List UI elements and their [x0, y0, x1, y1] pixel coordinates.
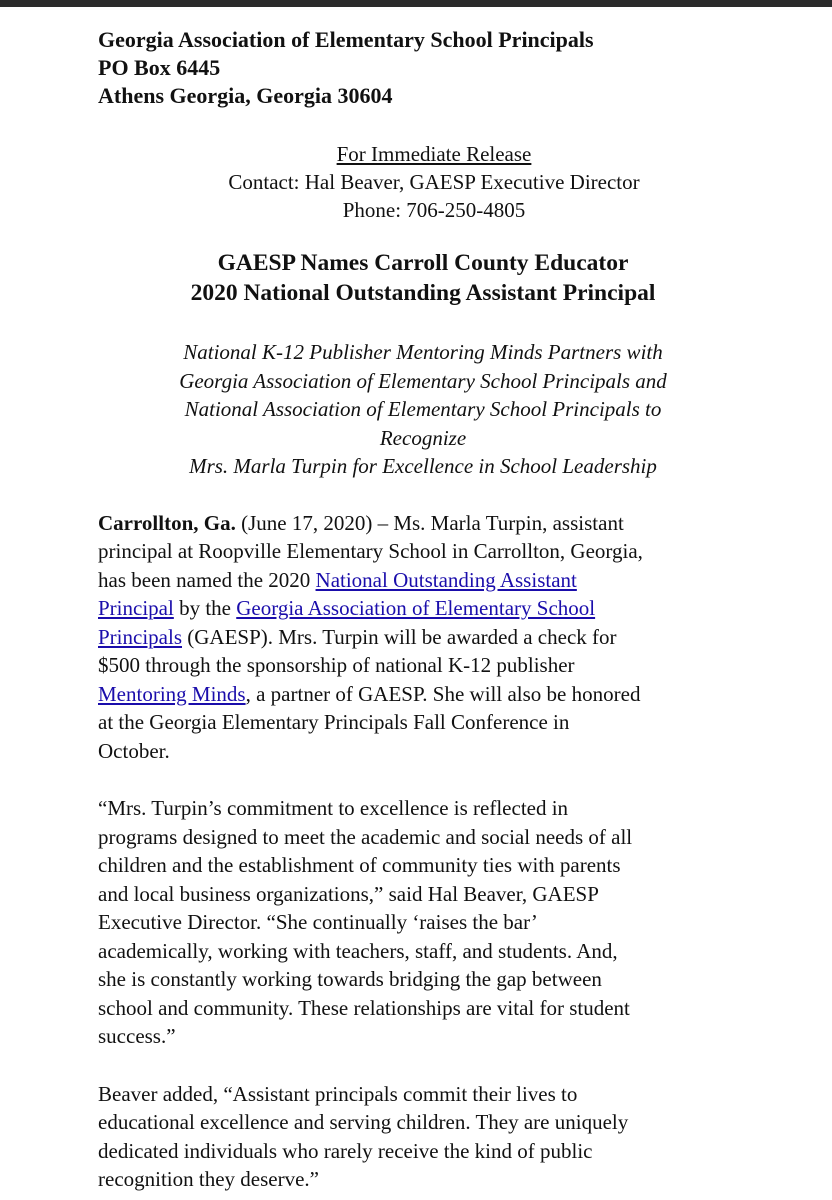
body-paragraph-3	[98, 1080, 748, 1194]
p2-line-3: children and the establishment of community ties with parents	[98, 853, 621, 877]
subheadline	[98, 338, 748, 481]
p3-line-4: recognition they deserve.”	[98, 1167, 319, 1191]
headline-line-2: 2020 National Outstanding Assistant Principal	[190, 280, 656, 306]
p2-line-6: academically, working with teachers, staff, and students. And,	[98, 938, 618, 963]
p2-line-1: “Mrs. Turpin’s commitment to excellence is reflected in	[98, 796, 569, 820]
p2-line-5: Executive Director. “She continually ‘raises the bar’	[98, 910, 538, 934]
gaesp-link[interactable]: Georgia Association of Elementary School	[236, 596, 596, 620]
headline-line-1: GAESP Names Carroll County Educator	[217, 250, 629, 276]
letterhead	[98, 26, 748, 110]
subhead-line-4: Recognize	[379, 425, 467, 450]
award-link[interactable]: National Outstanding Assistant	[315, 567, 577, 592]
p3-line-1: Beaver added, “Assistant principals commit their lives to	[98, 1081, 578, 1106]
p1-line-8: at the Georgia Elementary Principals Fall Conference in	[98, 710, 570, 734]
p1-line-7: , a partner of GAESP. She will also be honored	[245, 681, 641, 706]
p1-line-5: (GAESP). Mrs. Turpin will be awarded a check for	[182, 624, 617, 649]
release-info	[98, 140, 748, 224]
subhead-line-5: Mrs. Marla Turpin for Excellence in School Leadership	[189, 454, 657, 478]
contact-line: Contact: Hal Beaver, GAESP Executive Director	[228, 170, 640, 194]
subhead-line-1: National K-12 Publisher Mentoring Minds Partners with	[183, 340, 663, 364]
p3-line-2: educational excellence and serving children. They are uniquely	[98, 1110, 629, 1134]
po-box: PO Box 6445	[98, 55, 221, 80]
award-link-cont[interactable]: Principal	[98, 596, 174, 620]
subhead-line-2: Georgia Association of Elementary School Principals and	[179, 368, 667, 393]
body-paragraph-2	[98, 794, 748, 1051]
release-title: For Immediate Release	[336, 142, 532, 166]
press-release-page	[98, 26, 748, 1194]
mentoring-minds-link[interactable]: Mentoring Minds	[98, 681, 246, 706]
p2-line-4: and local business organizations,” said Hal Beaver, GAESP	[98, 881, 599, 906]
p1-line-4: by the	[173, 596, 237, 620]
gaesp-link-cont[interactable]: Principals	[98, 624, 182, 649]
p2-line-8: school and community. These relationships are vital for student	[98, 995, 630, 1020]
dateline: Carrollton, Ga.	[98, 510, 236, 535]
subhead-line-3: National Association of Elementary School Principals to	[184, 397, 662, 421]
p2-line-7: she is constantly working towards bridging the gap between	[98, 967, 602, 991]
city-line: Athens Georgia, Georgia 30604	[98, 83, 393, 108]
body-paragraph-1	[98, 509, 748, 766]
p2-line-9: success.”	[98, 1024, 176, 1048]
headline	[98, 248, 748, 308]
p1-line-2: principal at Roopville Elementary School in Carrollton, Georgia,	[98, 539, 643, 563]
p1-line-3: has been named the 2020	[98, 567, 316, 592]
p3-line-3: dedicated individuals who rarely receive the kind of public	[98, 1138, 593, 1163]
p1-line-9: October.	[98, 738, 170, 763]
top-status-bar	[0, 0, 832, 7]
p1-line-6: $500 through the sponsorship of national K-12 publisher	[98, 653, 575, 677]
org-name: Georgia Association of Elementary School Principals	[98, 27, 594, 52]
p2-line-2: programs designed to meet the academic and social needs of all	[98, 824, 633, 849]
phone-line: Phone: 706-250-4805	[342, 198, 526, 222]
p1-line-1: (June 17, 2020) – Ms. Marla Turpin, assistant	[235, 510, 624, 535]
